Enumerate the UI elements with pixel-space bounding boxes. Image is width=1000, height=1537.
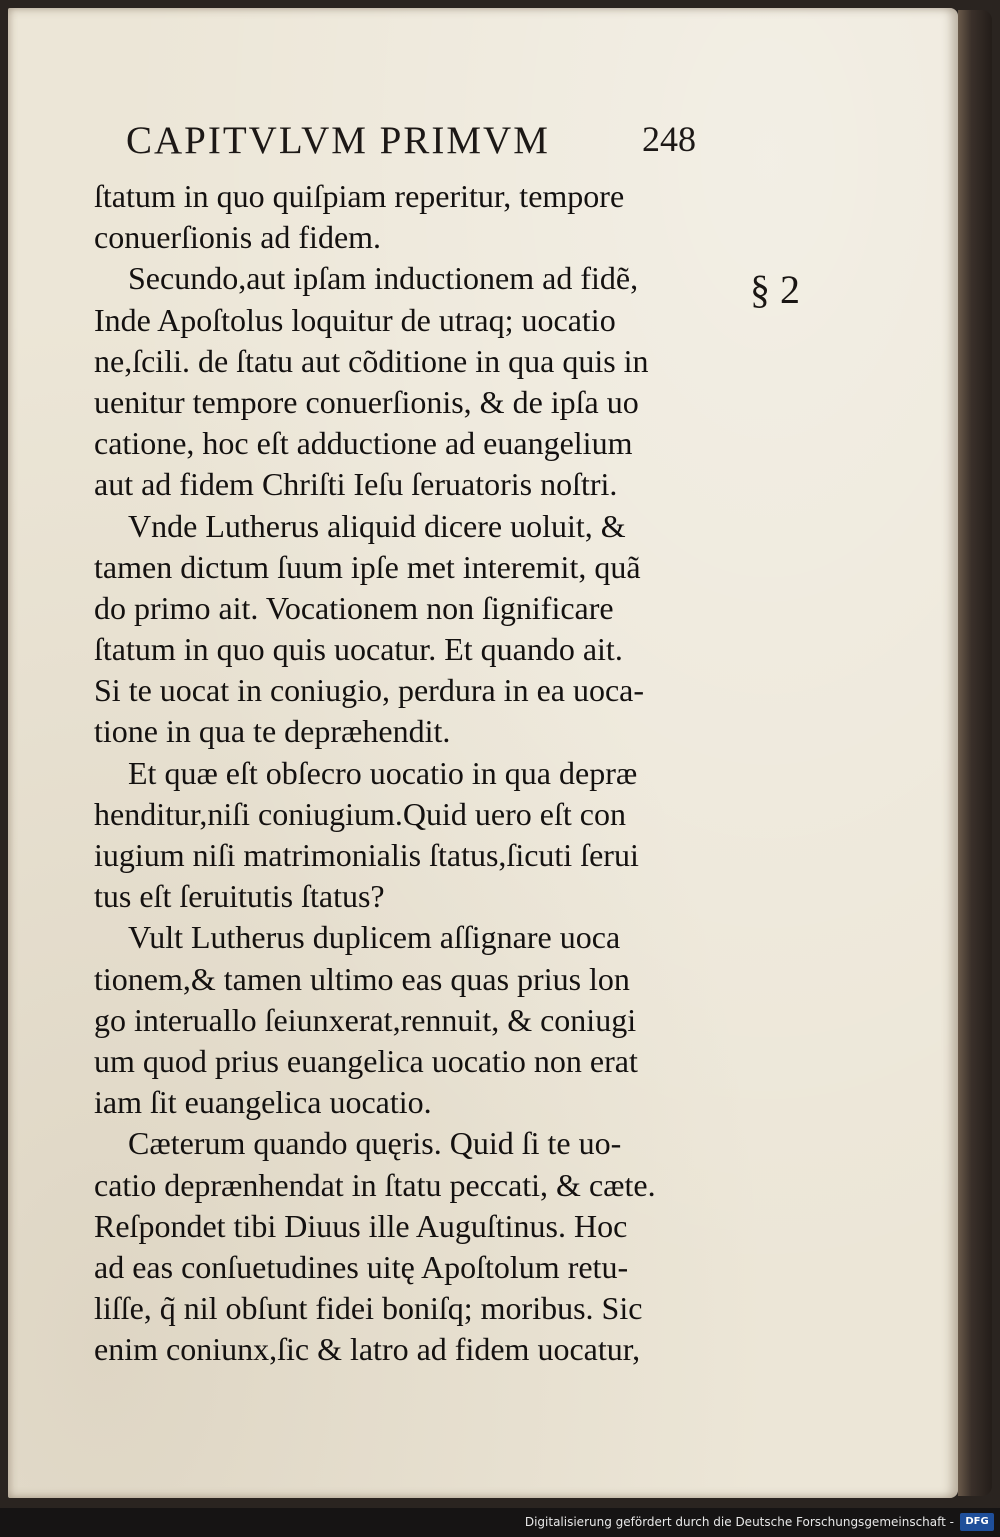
- funding-credit: Digitalisierung gefördert durch die Deutsche Forschungsgemeinschaft -: [524, 1515, 954, 1529]
- book-page: [8, 8, 958, 1498]
- text-line: tione in qua te depræhendit.: [94, 713, 451, 750]
- text-line: iam ſit euangelica uocatio.: [94, 1084, 432, 1121]
- text-line: enim coniunx,ſic & latro ad fidem uocatur,: [94, 1331, 641, 1368]
- text-line: catione, hoc eſt adductione ad euangelium: [94, 425, 633, 462]
- text-line: Inde Apoſtolus loquitur de utraq; uocatio: [94, 301, 616, 338]
- dfg-logo: DFG: [960, 1513, 994, 1531]
- text-line: go interuallo ſeiunxerat,rennuit, & coniugi: [94, 1001, 637, 1038]
- text-line: liſſe, q̃ nil obſunt fidei boniſq; moribus. Sic: [94, 1290, 643, 1327]
- footer-bar: [0, 1508, 1000, 1537]
- text-line: iugium niſi matrimonialis ſtatus,ſicuti ſerui: [94, 837, 639, 873]
- text-line: um quod prius euangelica uocatio non erat: [94, 1042, 638, 1079]
- text-line: tamen dictum ſuum ipſe met interemit, quã: [94, 548, 641, 585]
- text-line: do primo ait. Vocationem non ſignificare: [94, 589, 614, 626]
- text-line: catio deprænhendat in ſtatu peccati, & cæte.: [94, 1166, 656, 1203]
- text-line: tus eſt ſeruitutis ſtatus?: [94, 878, 385, 915]
- book-edge: [958, 10, 992, 1496]
- body-text: [94, 176, 714, 1370]
- text-line: Si te uocat in coniugio, perdura in ea uoca-: [94, 672, 645, 709]
- running-title: CAPITVLVM PRIMVM: [126, 119, 550, 162]
- folio-number: 248: [642, 119, 696, 159]
- text-line: henditur,niſi coniugium.Quid uero eſt con: [94, 795, 626, 832]
- text-line: ad eas conſuetudines uitę Apoſtolum retu-: [94, 1248, 629, 1285]
- text-line: uenitur tempore conuerſionis, & de ipſa uo: [94, 383, 639, 420]
- text-line: Cæterum quando quęris. Quid ſi te uo-: [128, 1125, 622, 1162]
- page-header: [126, 118, 696, 168]
- text-line: Vnde Lutherus aliquid dicere uoluit, &: [128, 507, 626, 544]
- text-line: ne,ſcili. de ſtatu aut cõditione in qua quis in: [94, 342, 649, 379]
- marginal-section-note: § 2: [750, 267, 800, 312]
- text-line: Et quæ eſt obſecro uocatio in qua depræ: [128, 754, 638, 791]
- text-line: Reſpondet tibi Diuus ille Auguſtinus. Hoc: [94, 1207, 628, 1244]
- text-line: ſtatum in quo quiſpiam reperitur, tempore: [94, 178, 625, 214]
- text-line: Secundo,aut ipſam inductionem ad fidẽ,: [128, 260, 639, 297]
- text-line: ſtatum in quo quis uocatur. Et quando ait.: [94, 631, 623, 668]
- text-line: aut ad fidem Chriſti Ieſu ſeruatoris noſtri.: [94, 466, 618, 503]
- text-line: conuerſionis ad fidem.: [94, 219, 382, 256]
- text-line: Vult Lutherus duplicem aſſignare uoca: [128, 919, 621, 956]
- text-line: tionem,& tamen ultimo eas quas prius lon: [94, 960, 630, 997]
